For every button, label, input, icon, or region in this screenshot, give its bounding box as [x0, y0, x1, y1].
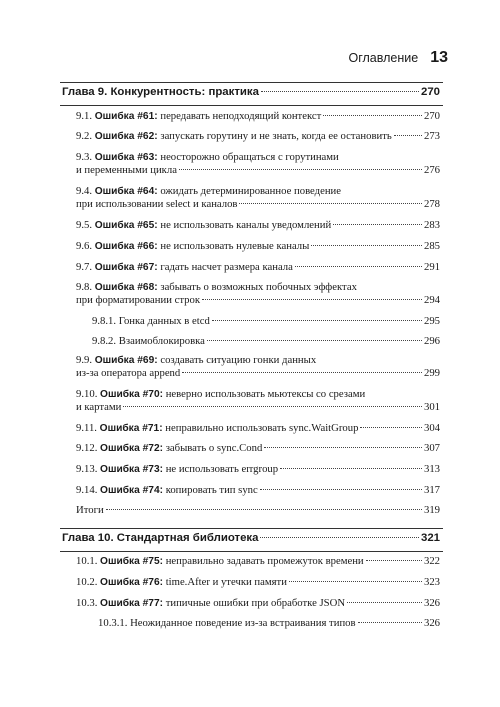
section-number: 10.3.1.: [98, 617, 128, 629]
entry-title: неправильно задавать промежуток времени: [165, 555, 364, 567]
dot-leader: [394, 135, 422, 136]
summary-label: Итоги: [76, 504, 104, 516]
dot-leader: [289, 581, 422, 582]
entry-title: гадать насчет размера канала: [160, 261, 293, 273]
entry-title: не использовать нулевые каналы: [160, 240, 310, 252]
toc-entry[interactable]: [76, 484, 440, 497]
error-label: Ошибка #74:: [100, 485, 164, 496]
error-label: Ошибка #70:: [100, 389, 164, 400]
entry-title: запускать горутину и не знать, когда ее остановить: [160, 130, 392, 142]
error-label: Ошибка #62:: [94, 131, 158, 142]
entry-page: 304: [423, 422, 440, 434]
section-number: 9.13.: [76, 463, 98, 475]
chapter-heading[interactable]: [62, 86, 440, 98]
section-number: 9.2.: [76, 130, 93, 142]
error-label: Ошибка #61:: [94, 111, 158, 122]
error-label: Ошибка #71:: [99, 423, 163, 434]
section-number: 9.7.: [76, 261, 93, 273]
section-number: 9.9.: [76, 354, 93, 366]
dot-leader: [311, 245, 422, 246]
dot-leader: [260, 489, 422, 490]
entry-page: 307: [423, 442, 440, 454]
toc-entry[interactable]: [76, 597, 440, 610]
section-number: 9.4.: [76, 185, 93, 197]
dot-leader: [182, 372, 422, 373]
error-label: Ошибка #77:: [100, 598, 164, 609]
entry-page: 285: [423, 240, 440, 252]
toc-entry[interactable]: [76, 151, 440, 177]
entry-title-line2: из-за оператора append: [76, 367, 181, 379]
entry-page: 273: [423, 130, 440, 142]
entry-title-line2: при форматировании строк: [76, 294, 201, 306]
entry-page: 278: [423, 198, 440, 210]
entry-page: 322: [423, 555, 440, 567]
entry-title: не использовать каналы уведомлений: [160, 219, 332, 231]
entry-page: 326: [423, 597, 440, 609]
dot-leader: [264, 447, 422, 448]
section-number: 9.12.: [76, 442, 98, 454]
dot-leader: [280, 468, 422, 469]
dot-leader: [106, 509, 422, 510]
error-label: Ошибка #76:: [100, 577, 164, 588]
entry-title-line2: при использовании select и каналов: [76, 198, 238, 210]
section-number: 9.6.: [76, 240, 93, 252]
dot-leader: [347, 602, 422, 603]
toc-entry[interactable]: [76, 130, 440, 143]
toc-entry[interactable]: [76, 110, 440, 123]
dot-leader: [261, 91, 419, 92]
toc-entry[interactable]: [76, 422, 440, 435]
dot-leader: [179, 169, 422, 170]
error-label: Ошибка #68:: [94, 282, 158, 293]
page-number: 13: [430, 49, 448, 66]
toc-entry[interactable]: [76, 576, 440, 589]
chapter-rule: [60, 551, 443, 552]
toc-subentry[interactable]: [92, 315, 440, 328]
dot-leader: [212, 320, 422, 321]
running-header: [349, 49, 449, 69]
dot-leader: [360, 427, 422, 428]
error-label: Ошибка #66:: [94, 241, 158, 252]
entry-title-line1: неосторожно обращаться с горутинами: [160, 151, 339, 163]
error-label: Ошибка #64:: [94, 186, 158, 197]
section-number: 9.14.: [76, 484, 98, 496]
chapter-rule: [60, 528, 443, 529]
dot-leader: [333, 224, 422, 225]
section-number: 9.8.: [76, 281, 93, 293]
error-label: Ошибка #75:: [100, 556, 164, 567]
entry-page: 326: [423, 617, 440, 629]
entry-page: 296: [423, 335, 440, 347]
dot-leader: [295, 266, 422, 267]
entry-page: 276: [423, 164, 440, 176]
entry-page: 283: [423, 219, 440, 231]
chapter-title: Глава 10. Стандартная библиотека: [62, 532, 259, 544]
entry-title-line1: неверно использовать мьютексы со срезами: [165, 388, 366, 400]
toc-entry[interactable]: [76, 240, 440, 253]
toc-entry[interactable]: [76, 281, 440, 307]
entry-title: time.After и утечки памяти: [165, 576, 287, 588]
entry-page: 294: [423, 294, 440, 306]
entry-title: копировать тип sync: [165, 484, 258, 496]
toc-entry[interactable]: [76, 185, 440, 211]
entry-title: типичные ошибки при обработке JSON: [165, 597, 346, 609]
error-label: Ошибка #65:: [94, 220, 158, 231]
dot-leader: [323, 115, 422, 116]
entry-page: 317: [423, 484, 440, 496]
section-number: 9.11.: [76, 422, 97, 434]
entry-title-line1: забывать о возможных побочных эффектах: [160, 281, 357, 293]
entry-title: неправильно использовать sync.WaitGroup: [165, 422, 359, 434]
toc-subentry[interactable]: [98, 617, 440, 630]
toc-subentry[interactable]: [92, 335, 440, 348]
entry-title: передавать неподходящий контекст: [160, 110, 322, 122]
section-number: 9.5.: [76, 219, 93, 231]
dot-leader: [123, 406, 422, 407]
dot-leader: [358, 622, 422, 623]
toc-entry[interactable]: [76, 354, 440, 380]
dot-leader: [202, 299, 422, 300]
section-number: 9.10.: [76, 388, 98, 400]
section-number: 10.2.: [76, 576, 98, 588]
error-label: Ошибка #69:: [94, 355, 158, 366]
dot-leader: [366, 560, 422, 561]
error-label: Ошибка #67:: [94, 262, 158, 273]
dot-leader: [207, 340, 422, 341]
toc-entry[interactable]: [76, 463, 440, 476]
chapter-page: 321: [420, 532, 440, 544]
running-header-title: Оглавление: [348, 51, 419, 65]
entry-title: забывать о sync.Cond: [165, 442, 263, 454]
chapter-rule: [60, 82, 443, 83]
toc-entry[interactable]: [76, 388, 440, 414]
entry-page: 295: [423, 315, 440, 327]
entry-page: 301: [423, 401, 440, 413]
entry-page: 291: [423, 261, 440, 273]
error-label: Ошибка #63:: [94, 152, 158, 163]
dot-leader: [239, 203, 421, 204]
entry-page: 323: [423, 576, 440, 588]
dot-leader: [260, 537, 419, 538]
entry-page: 270: [423, 110, 440, 122]
toc-entry[interactable]: [76, 442, 440, 455]
error-label: Ошибка #73:: [100, 464, 164, 475]
toc-summary[interactable]: [76, 504, 440, 517]
toc-entry[interactable]: [76, 219, 440, 232]
section-number: 9.3.: [76, 151, 93, 163]
section-number: 9.8.2.: [92, 335, 117, 347]
entry-title-line2: и картами: [76, 401, 122, 413]
entry-page: 299: [423, 367, 440, 379]
entry-title-line1: создавать ситуацию гонки данных: [160, 354, 317, 366]
section-number: 9.8.1.: [92, 315, 117, 327]
chapter-page: 270: [420, 86, 440, 98]
chapter-title: Глава 9. Конкурентность: практика: [62, 86, 259, 98]
entry-title: Неожиданное поведение из-за встраивания типов: [130, 617, 356, 629]
entry-title: Гонка данных в etcd: [118, 315, 210, 327]
section-number: 10.1.: [76, 555, 98, 567]
entry-title-line2: и переменными цикла: [76, 164, 177, 176]
entry-title-line1: ожидать детерминированное поведение: [160, 185, 342, 197]
section-number: 10.3.: [76, 597, 98, 609]
chapter-heading[interactable]: [62, 532, 440, 544]
section-number: 9.1.: [76, 110, 93, 122]
entry-page: 313: [423, 463, 440, 475]
toc-entry[interactable]: [76, 555, 440, 568]
error-label: Ошибка #72:: [100, 443, 164, 454]
entry-page: 319: [423, 504, 440, 516]
chapter-rule: [60, 105, 443, 106]
entry-title: не использовать errgroup: [165, 463, 279, 475]
toc-entry[interactable]: [76, 261, 440, 274]
entry-title: Взаимоблокировка: [118, 335, 205, 347]
